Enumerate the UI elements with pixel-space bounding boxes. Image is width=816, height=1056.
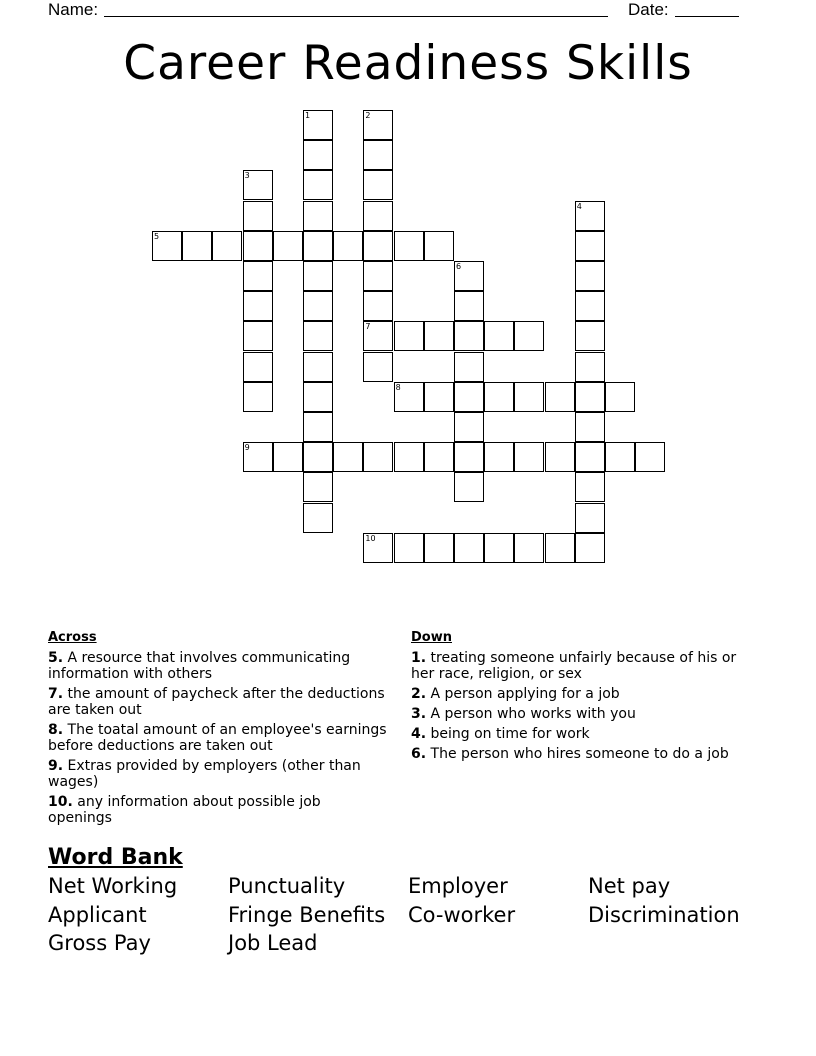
- grid-cell[interactable]: [243, 170, 273, 200]
- grid-cell[interactable]: [303, 291, 333, 321]
- down-clue: [411, 726, 761, 742]
- down-clue: [411, 686, 761, 702]
- grid-cell[interactable]: [484, 382, 514, 412]
- clue-text: being on time for work: [430, 726, 590, 742]
- grid-cell-number: 5: [154, 231, 160, 241]
- clue-text: treating someone unfairly because of his or her race, religion, or sex: [411, 650, 737, 682]
- clue-text: A person applying for a job: [430, 686, 620, 702]
- word-bank-item: Gross Pay: [48, 931, 151, 955]
- grid-cell[interactable]: [545, 382, 575, 412]
- across-clue: [48, 758, 388, 790]
- grid-cell[interactable]: [575, 291, 605, 321]
- clue-text: A resource that involves communicating information with others: [48, 650, 351, 682]
- clue-text: The person who hires someone to do a job: [430, 746, 729, 762]
- grid-cell-number: 8: [395, 382, 401, 392]
- clue-number: 2.: [411, 686, 427, 702]
- word-bank-item: Job Lead: [228, 931, 318, 955]
- clue-number: 4.: [411, 726, 427, 742]
- grid-cell[interactable]: [575, 201, 605, 231]
- grid-cell[interactable]: [575, 533, 605, 563]
- grid-cell[interactable]: [303, 321, 333, 351]
- grid-cell[interactable]: [514, 442, 544, 472]
- grid-cell-number: 4: [576, 201, 582, 211]
- grid-cell[interactable]: [514, 382, 544, 412]
- across-clue: [48, 794, 388, 826]
- grid-cell[interactable]: [454, 533, 484, 563]
- down-clue: [411, 706, 761, 722]
- grid-cell[interactable]: [605, 382, 635, 412]
- grid-cell[interactable]: [484, 442, 514, 472]
- grid-cell[interactable]: [454, 472, 484, 502]
- clue-number: 6.: [411, 746, 427, 762]
- grid-cell[interactable]: [363, 170, 393, 200]
- grid-cell[interactable]: [575, 352, 605, 382]
- clue-number: 8.: [48, 722, 64, 738]
- grid-cell[interactable]: [363, 201, 393, 231]
- grid-cell[interactable]: [484, 321, 514, 351]
- grid-cell[interactable]: [243, 382, 273, 412]
- clue-number: 7.: [48, 686, 64, 702]
- grid-cell[interactable]: [303, 110, 333, 140]
- grid-cell[interactable]: [545, 442, 575, 472]
- grid-cell[interactable]: [454, 261, 484, 291]
- grid-cell[interactable]: [303, 201, 333, 231]
- grid-cell-number: 3: [244, 171, 250, 181]
- grid-cell-number: 2: [365, 111, 371, 120]
- grid-cell[interactable]: [303, 382, 333, 412]
- grid-cell[interactable]: [303, 231, 333, 261]
- grid-cell[interactable]: [303, 170, 333, 200]
- grid-cell-number: 7: [365, 322, 371, 332]
- grid-cell-number: 9: [244, 443, 250, 453]
- grid-cell-number: 10: [365, 533, 376, 543]
- grid-cell[interactable]: [333, 442, 363, 472]
- clue-text: The toatal amount of an employee's earnings before deductions are taken out: [48, 722, 387, 754]
- grid-cell[interactable]: [363, 231, 393, 261]
- grid-cell[interactable]: [394, 231, 424, 261]
- grid-cell[interactable]: [152, 231, 182, 261]
- across-clue: [48, 722, 388, 754]
- grid-cell[interactable]: [454, 291, 484, 321]
- grid-cell[interactable]: [514, 533, 544, 563]
- across-clue: [48, 686, 388, 718]
- clue-text: any information about possible job openings: [48, 794, 321, 826]
- grid-cell-number: 6: [456, 262, 462, 271]
- clue-text: Extras provided by employers (other than wages): [48, 758, 361, 790]
- grid-cell[interactable]: [363, 261, 393, 291]
- grid-cell[interactable]: [575, 503, 605, 533]
- grid-cell[interactable]: [303, 140, 333, 170]
- grid-cell[interactable]: [394, 442, 424, 472]
- grid-cell[interactable]: [303, 442, 333, 472]
- grid-cell[interactable]: [243, 442, 273, 472]
- grid-cell[interactable]: [424, 442, 454, 472]
- grid-cell[interactable]: [363, 533, 393, 563]
- word-bank-item: Co-worker: [408, 902, 516, 927]
- grid-cell[interactable]: [484, 533, 514, 563]
- grid-cell[interactable]: [363, 291, 393, 321]
- grid-cell[interactable]: [363, 321, 393, 351]
- grid-cell[interactable]: [243, 291, 273, 321]
- grid-cell[interactable]: [273, 442, 303, 472]
- grid-cell[interactable]: [545, 533, 575, 563]
- word-bank-item: Fringe Benefits: [228, 902, 386, 927]
- grid-cell[interactable]: [303, 472, 333, 502]
- grid-cell[interactable]: [424, 321, 454, 351]
- grid-cell[interactable]: [424, 533, 454, 563]
- grid-cell[interactable]: [575, 382, 605, 412]
- grid-cell[interactable]: [575, 412, 605, 442]
- down-clue: [411, 650, 761, 682]
- grid-cell[interactable]: [303, 352, 333, 382]
- page-title: Career Readiness Skills: [123, 36, 693, 91]
- grid-cell[interactable]: [243, 321, 273, 351]
- grid-cell[interactable]: [303, 503, 333, 533]
- grid-cell[interactable]: [394, 533, 424, 563]
- grid-cell[interactable]: [454, 352, 484, 382]
- down-heading: Down: [411, 630, 452, 645]
- grid-cell[interactable]: [454, 442, 484, 472]
- down-clue: [411, 746, 761, 762]
- grid-cell[interactable]: [243, 201, 273, 231]
- grid-cell[interactable]: [454, 321, 484, 351]
- word-bank-item: Punctuality: [228, 874, 346, 898]
- word-bank-item: Net Working: [48, 874, 178, 898]
- grid-cell-number: 1: [305, 111, 311, 120]
- grid-cell[interactable]: [303, 261, 333, 291]
- grid-cell[interactable]: [575, 261, 605, 291]
- grid-cell[interactable]: [394, 382, 424, 412]
- grid-cell[interactable]: [424, 382, 454, 412]
- word-bank-item: Employer: [408, 874, 508, 898]
- grid-cell[interactable]: [243, 261, 273, 291]
- clue-text: A person who works with you: [430, 706, 636, 722]
- grid-cell[interactable]: [575, 321, 605, 351]
- down-clues: [411, 630, 761, 766]
- clue-number: 5.: [48, 650, 64, 666]
- clue-number: 1.: [411, 650, 427, 666]
- word-bank-list: [48, 872, 768, 958]
- grid-cell[interactable]: [635, 442, 665, 472]
- word-bank-title: Word Bank: [48, 845, 183, 870]
- grid-cell[interactable]: [333, 231, 363, 261]
- grid-cell[interactable]: [575, 442, 605, 472]
- word-bank-item: Applicant: [48, 902, 147, 927]
- grid-cell[interactable]: [363, 110, 393, 140]
- grid-cell[interactable]: [605, 442, 635, 472]
- clue-number: 10.: [48, 794, 73, 810]
- grid-cell[interactable]: [273, 231, 303, 261]
- name-label: Name:: [48, 0, 99, 19]
- grid-cell[interactable]: [424, 231, 454, 261]
- grid-cell[interactable]: [575, 231, 605, 261]
- grid-cell[interactable]: [243, 231, 273, 261]
- grid-cell[interactable]: [454, 412, 484, 442]
- word-bank-item: Discrimination: [588, 902, 740, 927]
- across-clue: [48, 650, 388, 682]
- grid-cell[interactable]: [514, 321, 544, 351]
- grid-cell[interactable]: [212, 231, 242, 261]
- grid-cell[interactable]: [363, 442, 393, 472]
- grid-cell[interactable]: [243, 352, 273, 382]
- grid-cell[interactable]: [303, 412, 333, 442]
- grid-cell[interactable]: [394, 321, 424, 351]
- grid-cell[interactable]: [182, 231, 212, 261]
- grid-cell[interactable]: [363, 352, 393, 382]
- clue-text: the amount of paycheck after the deductions are taken out: [48, 686, 385, 718]
- word-bank-item: Net pay: [588, 874, 671, 898]
- across-clues: [48, 630, 388, 830]
- date-label: Date:: [628, 0, 669, 19]
- across-heading: Across: [48, 630, 97, 645]
- clue-number: 3.: [411, 706, 427, 722]
- grid-cell[interactable]: [454, 382, 484, 412]
- clue-number: 9.: [48, 758, 64, 774]
- word-bank: [48, 844, 768, 958]
- grid-cell[interactable]: [363, 140, 393, 170]
- grid-cell[interactable]: [575, 472, 605, 502]
